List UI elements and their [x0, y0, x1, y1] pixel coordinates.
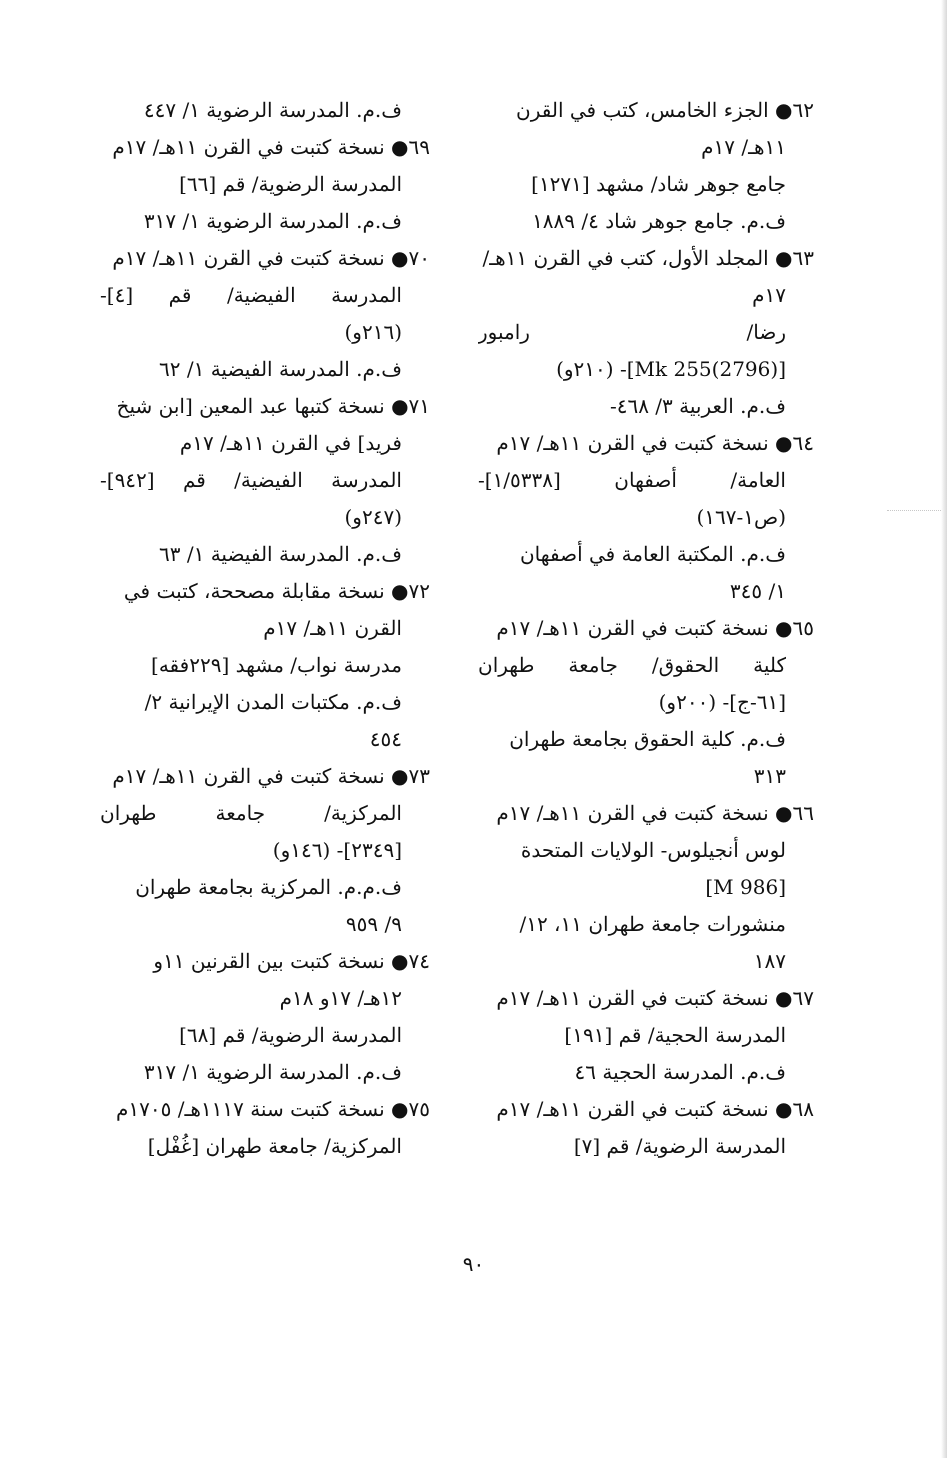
entry-62-catalog: ف.م. جامع جوهر شاد ٤/ ١٨٨٩	[532, 209, 786, 233]
entry-65-title: ٦٥● نسخة كتبت في القرن ١١هـ/ ١٧م	[496, 616, 814, 640]
entry-64-title: ٦٤● نسخة كتبت في القرن ١١هـ/ ١٧م	[496, 431, 814, 455]
entry-66-shelfmark: [M 986]	[705, 875, 786, 899]
entry-67-location: المدرسة الحجية/ قم [١٩١]	[564, 1023, 786, 1047]
entry-65-shelfmark: [٦١-ج]- (٢٠٠و)	[658, 690, 786, 714]
entry-66-catalog-ref: ١٨٧	[753, 949, 786, 973]
entry-74-date: ١٢هـ/ ١٧و ١٨م	[279, 986, 402, 1010]
entry-63-shelfmark: [(2796)255 Mk]- (٢١٠و)	[556, 357, 786, 381]
right-column	[478, 92, 814, 1165]
entry-70-folios: (٢١٦و)	[344, 320, 402, 344]
entry-73-location: المركزية/ جامعة طهران	[100, 801, 402, 825]
entry-70-catalog: ف.م. المدرسة الفيضية ١/ ٦٢	[159, 357, 402, 381]
entry-65-location: كلية الحقوق/ جامعة طهران	[478, 653, 786, 677]
entry-74-title: ٧٤● نسخة كتبت بين القرنين ١١و	[153, 949, 430, 973]
entry-63-location: رضا/ رامبور	[478, 320, 786, 344]
entry-70-location: المدرسة الفيضية/ قم [٤]-	[100, 283, 402, 307]
entry-71-title: ٧١● نسخة كتبها عبد المعين [ابن شيخ	[116, 394, 430, 418]
entry-68-location: المدرسة الرضوية/ قم [٧]	[573, 1134, 786, 1158]
entry-72-catalog-ref: ٤٥٤	[369, 727, 402, 751]
page-number: ٩٠	[462, 1252, 485, 1276]
entry-74-location: المدرسة الرضوية/ قم [٦٨]	[179, 1023, 402, 1047]
entry-65-catalog-ref: ٣١٣	[753, 764, 786, 788]
entry-72-catalog: ف.م. مكتبات المدن الإيرانية ٢/	[144, 690, 402, 714]
scan-edge-shadow	[941, 0, 947, 1458]
entry-66-title: ٦٦● نسخة كتبت في القرن ١١هـ/ ١٧م	[496, 801, 814, 825]
entry-75-location: المركزية/ جامعة طهران [غُفْل]	[147, 1134, 402, 1158]
entry-62-location: جامع جوهر شاد/ مشهد [١٢٧١]	[531, 172, 786, 196]
entry-69-catalog: ف.م. المدرسة الرضوية ١/ ٣١٧	[143, 209, 402, 233]
entry-69-title: ٦٩● نسخة كتبت في القرن ١١هـ/ ١٧م	[112, 135, 430, 159]
entry-71-date: فريد] في القرن ١١هـ/ ١٧م	[179, 431, 402, 455]
entry-73-shelfmark: [٢٣٤٩]- (١٤٦و)	[272, 838, 402, 862]
entry-62-title: ٦٢● الجزء الخامس، كتب في القرن	[516, 98, 814, 122]
entry-70-title: ٧٠● نسخة كتبت في القرن ١١هـ/ ١٧م	[112, 246, 430, 270]
entry-72-date: القرن ١١هـ/ ١٧م	[263, 616, 402, 640]
entry-63-date: ١٧م	[752, 283, 786, 307]
entry-74-catalog: ف.م. المدرسة الرضوية ١/ ٣١٧	[143, 1060, 402, 1084]
entry-67-title: ٦٧● نسخة كتبت في القرن ١١هـ/ ١٧م	[496, 986, 814, 1010]
entry-65-catalog: ف.م. كلية الحقوق بجامعة طهران	[509, 727, 786, 751]
entry-71-catalog: ف.م. المدرسة الفيضية ١/ ٦٣	[159, 542, 402, 566]
entry-72-title: ٧٢● نسخة مقابلة مصححة، كتبت في	[123, 579, 430, 603]
entry-71-folios: (٢٤٧و)	[344, 505, 402, 529]
entry-64-catalog-ref: ١/ ٣٤٥	[729, 579, 786, 603]
left-column	[100, 92, 430, 1165]
entry-68-catalog: ف.م. المدرسة الرضوية ١/ ٤٤٧	[143, 98, 402, 122]
entry-64-location: العامة/ أصفهان [١/٥٣٣٨]-	[478, 468, 786, 492]
entry-73-catalog-ref: ٩/ ٩٥٩	[345, 912, 402, 936]
entry-67-catalog: ف.م. المدرسة الحجية ٤٦	[574, 1060, 786, 1084]
entry-64-pages: (ص١-١٦٧)	[696, 505, 786, 529]
entry-75-title: ٧٥● نسخة كتبت سنة ١١١٧هـ/ ١٧٠٥م	[116, 1097, 430, 1121]
entry-68-title: ٦٨● نسخة كتبت في القرن ١١هـ/ ١٧م	[496, 1097, 814, 1121]
entry-66-location: لوس أنجيلوس- الولايات المتحدة	[520, 838, 786, 862]
scan-artifact	[887, 510, 947, 511]
entry-63-catalog: ف.م. العربية ٣/ ٤٦٨-	[609, 394, 786, 418]
entry-66-catalog: منشورات جامعة طهران ١١، ١٢/	[519, 912, 786, 936]
entry-63-title: ٦٣● المجلد الأول، كتب في القرن ١١هـ/	[482, 246, 814, 270]
entry-73-title: ٧٣● نسخة كتبت في القرن ١١هـ/ ١٧م	[112, 764, 430, 788]
entry-71-location: المدرسة الفيضية/ قم [٩٤٢]-	[100, 468, 402, 492]
entry-64-catalog: ف.م. المكتبة العامة في أصفهان	[519, 542, 786, 566]
entry-62-date: ١١هـ/ ١٧م	[701, 135, 786, 159]
entry-73-catalog: ف.م.م. المركزية بجامعة طهران	[135, 875, 402, 899]
entry-72-location: مدرسة نواب/ مشهد [٢٢٩فقه]	[151, 653, 402, 677]
entry-69-location: المدرسة الرضوية/ قم [٦٦]	[179, 172, 402, 196]
